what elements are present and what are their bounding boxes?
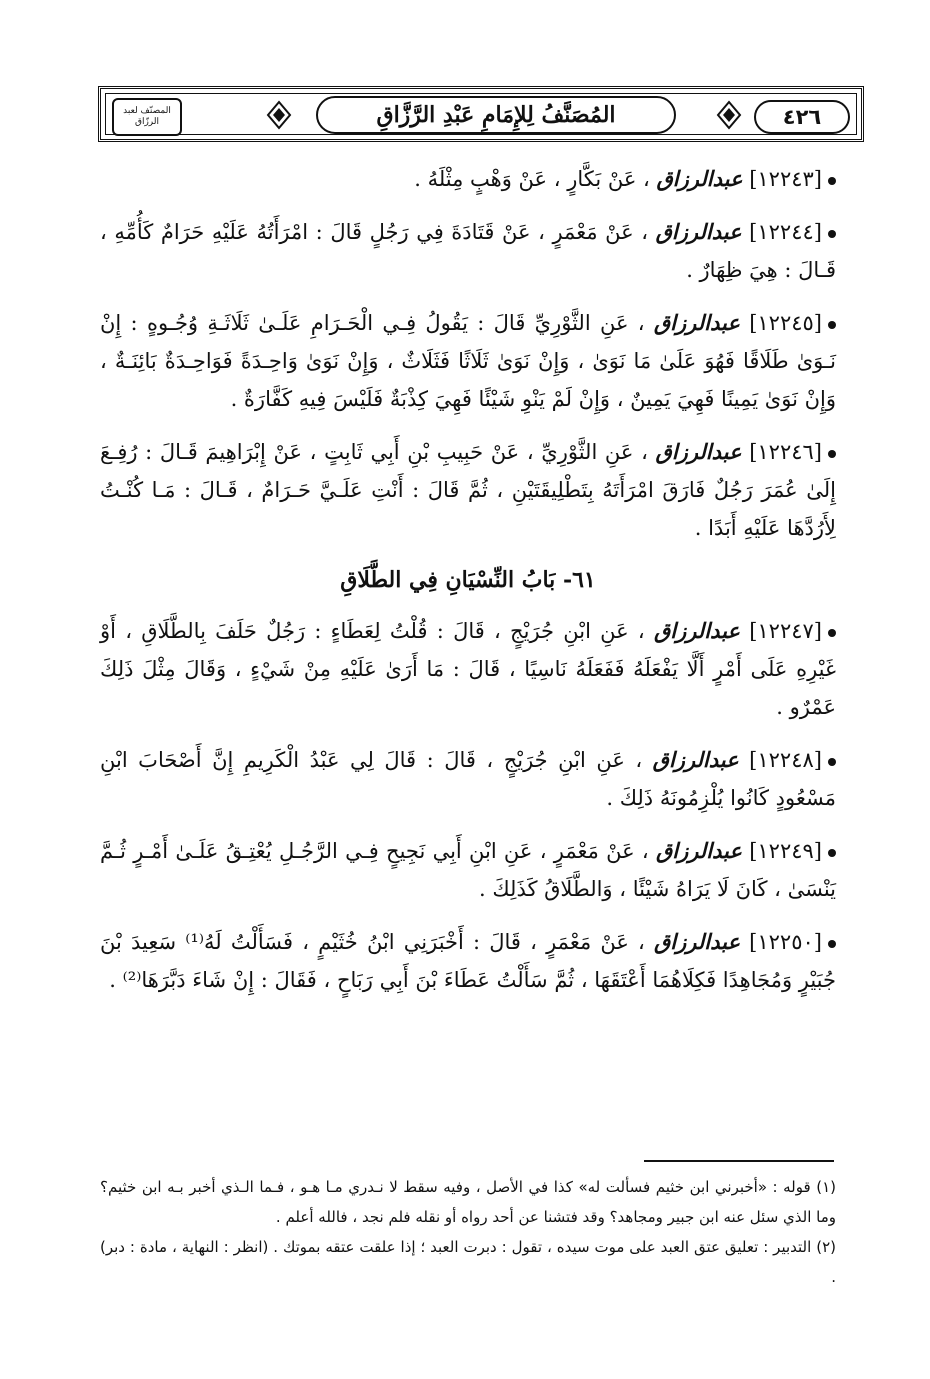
hadith-entry bbox=[100, 433, 836, 547]
footnote: (٢) التدبير : تعليق عتق العبد على موت سيده ، تقول : دبرت العبد ؛ إذا علقت عتقه بموتك . (انظر : النهاية ، مادة : دبر) . bbox=[100, 1238, 836, 1286]
book-title: المُصَنَّفُ لِلإِمَامِ عَبْدِ الرَّزَّاقِ bbox=[316, 96, 676, 134]
hadith-entry bbox=[100, 741, 836, 817]
page-number: ٤٢٦ bbox=[754, 100, 850, 134]
entry-text: ، عَنْ مَعْمَرٍ ، عَنْ قَتَادَةَ فِي رَجُلٍ قَالَ : امْرَأَتُهُ عَلَيْهِ حَرَامٌ كَأُمِّهِ ، قَـالَ : هِيَ ظِهَارٌ . bbox=[100, 220, 836, 282]
footnotes bbox=[100, 1172, 836, 1292]
page-header bbox=[98, 86, 864, 142]
ornament-icon bbox=[716, 100, 742, 130]
hadith-entry bbox=[100, 160, 836, 198]
bullet-icon bbox=[828, 230, 836, 238]
bullet-icon bbox=[828, 321, 836, 329]
bullet-icon bbox=[828, 758, 836, 766]
entry-text: ، عَنِ ابْنِ جُرَيْجٍ ، قَالَ : قُلْتُ لِعَطَاءٍ : رَجُلٌ حَلَفَ بِالطَّلَاقِ ، أَوْ غَيْرِهِ عَلَى أَمْرٍ أَلَّا يَفْعَلَهُ فَفَعَلَهُ نَاسِيًا ، قَالَ : مَا أَرَىٰ عَلَيْهِ مِنْ شَيْءٍ ، وَقَالَ مِثْلَ ذَلِكَ عَمْرٌو . bbox=[100, 619, 836, 719]
entry-text: ، عَنِ ابْنِ جُرَيْجٍ ، قَالَ : قَالَ لِي عَبْدُ الْكَرِيمِ إِنَّ أَصْحَابَ ابْنِ مَسْعُودٍ كَانُوا يُلْزِمُونَهُ ذَلِكَ . bbox=[100, 748, 836, 810]
entry-author: عبدالرزاق bbox=[655, 838, 742, 863]
hadith-entry bbox=[100, 832, 836, 908]
entry-author: عبدالرزاق bbox=[655, 439, 742, 464]
entry-author: عبدالرزاق bbox=[653, 310, 740, 335]
publisher-logo: المصنّف لعبد الرزّاق bbox=[112, 98, 182, 136]
entry-text: ، عَنْ بَكَّارٍ ، عَنْ وَهْبٍ مِثْلَهُ . bbox=[414, 167, 650, 191]
hadith-entry bbox=[100, 304, 836, 418]
entry-author: عبدالرزاق bbox=[652, 747, 739, 772]
entry-number: [١٢٢٤٨] bbox=[749, 748, 822, 772]
header-frame bbox=[105, 93, 857, 135]
entry-author: عبدالرزاق bbox=[656, 166, 743, 191]
ornament-icon bbox=[266, 100, 292, 130]
hadith-entry bbox=[100, 213, 836, 289]
entry-number: [١٢٢٤٦] bbox=[749, 440, 822, 464]
footnote-divider bbox=[644, 1160, 834, 1162]
entry-number: [١٢٢٤٩] bbox=[749, 839, 822, 863]
footnote: (١) قوله : «أخبرني ابن خثيم فسألت له» كذا في الأصل ، وفيه سقط لا نـدري مـا هـو ، فـما الـذي أخبر بـه ابن خثيم؟ وما الذي سئل عنه ابن جبير ومجاهد؟ وقد فتشنا عن أحد رواه أو نقله فلم نجد ، فالله أعلم . bbox=[100, 1178, 836, 1226]
entry-author: عبدالرزاق bbox=[655, 219, 742, 244]
hadith-entry bbox=[100, 923, 836, 999]
entry-author: عبدالرزاق bbox=[654, 929, 740, 954]
entry-number: [١٢٢٤٣] bbox=[749, 167, 822, 191]
bullet-icon bbox=[828, 450, 836, 458]
bullet-icon bbox=[828, 177, 836, 185]
entry-number: [١٢٢٤٥] bbox=[749, 311, 822, 335]
entry-text: ، عَنْ مَعْمَرٍ ، قَالَ : أَخْبَرَنِي ابْنُ خُثَيْمٍ ، فَسَأَلْتُ لَهُ⁽¹⁾ سَعِيدَ بْنَ جُبَيْرٍ وَمُجَاهِدًا فَكِلَاهُمَا أَعْتَقَهَا ، ثُمَّ سَأَلْتُ عَطَاءَ بْنَ أَبِي رَبَاحٍ ، فَقَالَ : إِنْ شَاءَ دَبَّرَهَا⁽²⁾ . bbox=[100, 930, 836, 992]
entry-number: [١٢٢٤٧] bbox=[749, 619, 822, 643]
main-text bbox=[100, 160, 836, 1014]
entry-author: عبدالرزاق bbox=[653, 618, 740, 643]
entry-number: [١٢٢٤٤] bbox=[749, 220, 822, 244]
entry-text: ، عَنِ الثَّوْرِيِّ ، عَنْ حَبِيبِ بْنِ أَبِي ثَابِتٍ ، عَنْ إِبْرَاهِيمَ قَـالَ : رُفِـعَ إِلَىٰ عُمَرَ رَجُلٌ فَارَقَ امْرَأَتَهُ بِتَطْلِيقَتَيْنِ ، ثُمَّ قَالَ : أَنْتِ عَلَـيَّ حَـرَامٌ ، قَـالَ : مَـا كُنْـتُ لِأَرُدَّهَا عَلَيْهِ أَبَدًا . bbox=[100, 440, 836, 540]
entry-text: ، عَنِ الثَّوْرِيِّ قَالَ : يَقُولُ فِـي الْحَـرَامِ عَلَـىٰ ثَلَاثَـةِ وُجُـوهٍ : إِنْ نَـوَىٰ طَلَاقًا فَهُوَ عَلَىٰ مَا نَوَىٰ ، وَإِنْ نَوَىٰ ثَلَاثًا فَثَلَاثٌ ، وَإِنْ نَوَىٰ وَاحِـدَةً فَوَاحِـدَةٌ بَائِنَـةٌ ، وَإِنْ نَوَىٰ يَمِينًا فَهِيَ يَمِينٌ ، وَإِنْ لَمْ يَنْوِ شَيْئًا فَهِيَ كِذْبَةٌ فَلَيْسَ فِيهِ كَفَّارَةٌ . bbox=[100, 311, 836, 411]
bullet-icon bbox=[828, 940, 836, 948]
entry-number: [١٢٢٥٠] bbox=[749, 930, 822, 954]
bullet-icon bbox=[828, 629, 836, 637]
chapter-heading: ٦١- بَابُ النِّسْيَانِ فِي الطَّلَاقِ bbox=[340, 567, 596, 593]
entry-text: ، عَنْ مَعْمَرٍ ، عَنِ ابْنِ أَبِي نَجِيحٍ فِـي الرَّجُـلِ يُعْتِـقُ عَلَـىٰ أَمْـرٍ ثُـمَّ يَنْسَىٰ ، كَانَ لَا يَرَاهُ شَيْئًا ، وَالطَّلَاقُ كَذَلِكَ . bbox=[100, 839, 836, 901]
hadith-entry bbox=[100, 612, 836, 726]
bullet-icon bbox=[828, 849, 836, 857]
